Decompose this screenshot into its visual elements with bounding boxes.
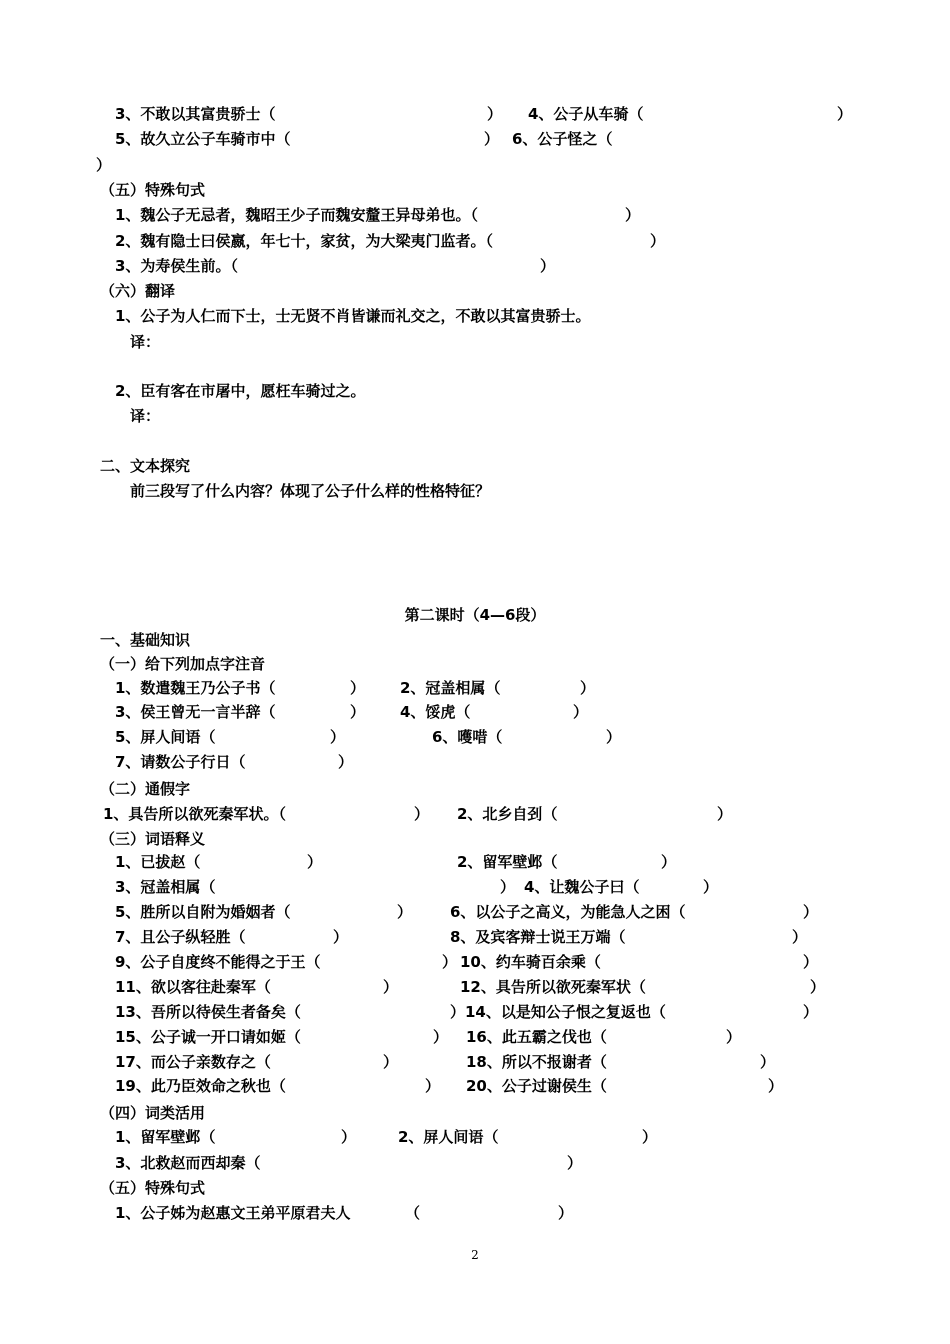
text-line-segment: ）: [792, 928, 808, 946]
text-line-segment: （五）特殊句式: [100, 181, 206, 199]
text-line-segment: ）: [837, 105, 853, 123]
text-line-segment: ）: [341, 1128, 357, 1146]
text-line-segment: ）14、以是知公子恨之复返也（: [450, 1003, 666, 1021]
text-line-segment: ）: [703, 878, 719, 896]
text-line-segment: 1、公子姊为赵惠文王弟平原君夫人: [115, 1204, 351, 1222]
text-line-segment: ）: [96, 156, 112, 174]
text-line-segment: （四）词类活用: [100, 1104, 206, 1122]
text-line-segment: 18、所以不报谢者（: [466, 1053, 607, 1071]
lesson-title: 第二课时（4—6段）: [404, 606, 546, 624]
text-line-segment: （三）词语释义: [100, 830, 206, 848]
text-line-segment: 5、屏人间语（: [115, 728, 216, 746]
text-line-segment: ）: [487, 105, 503, 123]
text-line-segment: ）: [760, 1053, 776, 1071]
text-line-segment: ）: [803, 953, 819, 971]
text-line-segment: ）: [383, 978, 399, 996]
text-line-segment: 二、文本探究: [100, 457, 191, 475]
text-line-segment: 3、冠盖相属（: [115, 878, 216, 896]
text-line-segment: 4、让魏公子曰（: [524, 878, 640, 896]
text-line-segment: 3、不敢以其富贵骄士（: [115, 105, 276, 123]
text-line-segment: ）: [650, 232, 666, 250]
text-line-segment: 1、魏公子无忌者，魏昭王少子而魏安釐王异母弟也。（: [115, 206, 478, 224]
text-line-segment: 前三段写了什么内容？体现了公子什么样的性格特征？: [130, 482, 491, 500]
text-line-segment: ）: [768, 1077, 784, 1095]
text-line-segment: 3、北救赵而西却秦（: [115, 1154, 261, 1172]
text-line-segment: ）: [606, 728, 622, 746]
text-line-segment: 7、且公子纵轻胜（: [115, 928, 246, 946]
text-line-segment: 10、约车骑百余乘（: [460, 953, 601, 971]
text-line-segment: 19、此乃臣效命之秋也（: [115, 1077, 286, 1095]
text-line-segment: ）: [383, 1053, 399, 1071]
text-line-segment: 译：: [130, 407, 161, 425]
text-line-segment: 15、公子诚一开口请如姬（: [115, 1028, 301, 1046]
text-line-segment: 8、及宾客辩士说王万端（: [450, 928, 626, 946]
section-heading: 一、基础知识: [100, 631, 191, 649]
text-line-segment: 4、馁虎（: [400, 703, 471, 721]
text-line-segment: 2、臣有客在市屠中，愿枉车骑过之。: [115, 382, 366, 400]
text-line-segment: ）: [567, 1154, 583, 1172]
text-line-segment: 译：: [130, 333, 161, 351]
text-line-segment: ）: [540, 257, 556, 275]
text-line-segment: 1、已拔赵（: [115, 853, 201, 871]
text-line-segment: ）: [803, 1003, 819, 1021]
text-line-segment: ）: [625, 206, 641, 224]
text-line-segment: 1、数遣魏王乃公子书（: [115, 679, 276, 697]
text-line-segment: ）: [350, 679, 366, 697]
text-line-segment: 12、具告所以欲死秦军状（: [460, 978, 646, 996]
text-line-segment: 2、冠盖相属（: [400, 679, 501, 697]
text-line-segment: ）: [307, 853, 323, 871]
text-line-segment: 13、吾所以待侯生者备矣（: [115, 1003, 301, 1021]
text-line-segment: 2、留军壁邺（: [457, 853, 558, 871]
text-line-segment: ）: [500, 878, 516, 896]
text-line-segment: 6、公子怪之（: [512, 130, 613, 148]
text-line-segment: 1、留军壁邺（: [115, 1128, 216, 1146]
text-line-segment: 2、魏有隐士曰侯嬴，年七十，家贫，为大梁夷门监者。（: [115, 232, 493, 250]
text-line-segment: ）: [717, 805, 733, 823]
text-line-segment: ）: [350, 703, 366, 721]
text-line-segment: ）: [414, 805, 430, 823]
text-line-segment: 9、公子自度终不能得之于王（: [115, 953, 321, 971]
text-line-segment: 7、请数公子行日（: [115, 753, 246, 771]
text-line-segment: 3、侯王曾无一言半辞（: [115, 703, 276, 721]
text-line-segment: 11、欲以客往赴秦军（: [115, 978, 271, 996]
text-line-segment: 1、公子为人仁而下士，士无贤不肖皆谦而礼交之，不敢以其富贵骄士。: [115, 307, 591, 325]
text-line-segment: ）: [397, 903, 413, 921]
text-line-segment: 17、而公子亲数存之（: [115, 1053, 271, 1071]
text-line-segment: ）: [642, 1128, 658, 1146]
text-line-segment: 4、公子从车骑（: [528, 105, 644, 123]
text-line-segment: 20、公子过谢侯生（: [466, 1077, 607, 1095]
text-line-segment: （六）翻译: [100, 282, 176, 300]
text-line-segment: ）: [558, 1204, 574, 1222]
text-line-segment: （: [405, 1204, 421, 1222]
text-line-segment: 2、北乡自刭（: [457, 805, 558, 823]
text-line-segment: 5、故久立公子车骑市中（: [115, 130, 291, 148]
text-line-segment: ）: [433, 1028, 449, 1046]
text-line-segment: 5、胜所以自附为婚姻者（: [115, 903, 291, 921]
text-line-segment: 2、屏人间语（: [398, 1128, 499, 1146]
text-line-segment: ）: [338, 753, 354, 771]
text-line-segment: ）: [661, 853, 677, 871]
text-line-segment: ）: [442, 953, 458, 971]
text-line-segment: （一）给下列加点字注音: [100, 655, 266, 673]
text-line-segment: ）: [425, 1077, 441, 1095]
text-line-segment: ）: [580, 679, 596, 697]
text-line-segment: 1、具告所以欲死秦军状。（: [103, 805, 286, 823]
text-line-segment: ）: [726, 1028, 742, 1046]
text-line-segment: ）: [803, 903, 819, 921]
page-number: 2: [471, 1248, 479, 1262]
text-line-segment: 6、以公子之高义，为能急人之困（: [450, 903, 686, 921]
text-line-segment: （五）特殊句式: [100, 1179, 206, 1197]
text-line-segment: 3、为寿侯生前。（: [115, 257, 238, 275]
text-line-segment: ）: [810, 978, 826, 996]
text-line-segment: （二）通假字: [100, 780, 191, 798]
text-line-segment: ）: [330, 728, 346, 746]
text-line-segment: 6、嚄唶（: [432, 728, 503, 746]
text-line-segment: 16、此五霸之伐也（: [466, 1028, 607, 1046]
text-line-segment: ）: [484, 130, 500, 148]
text-line-segment: ）: [333, 928, 349, 946]
text-line-segment: ）: [573, 703, 589, 721]
